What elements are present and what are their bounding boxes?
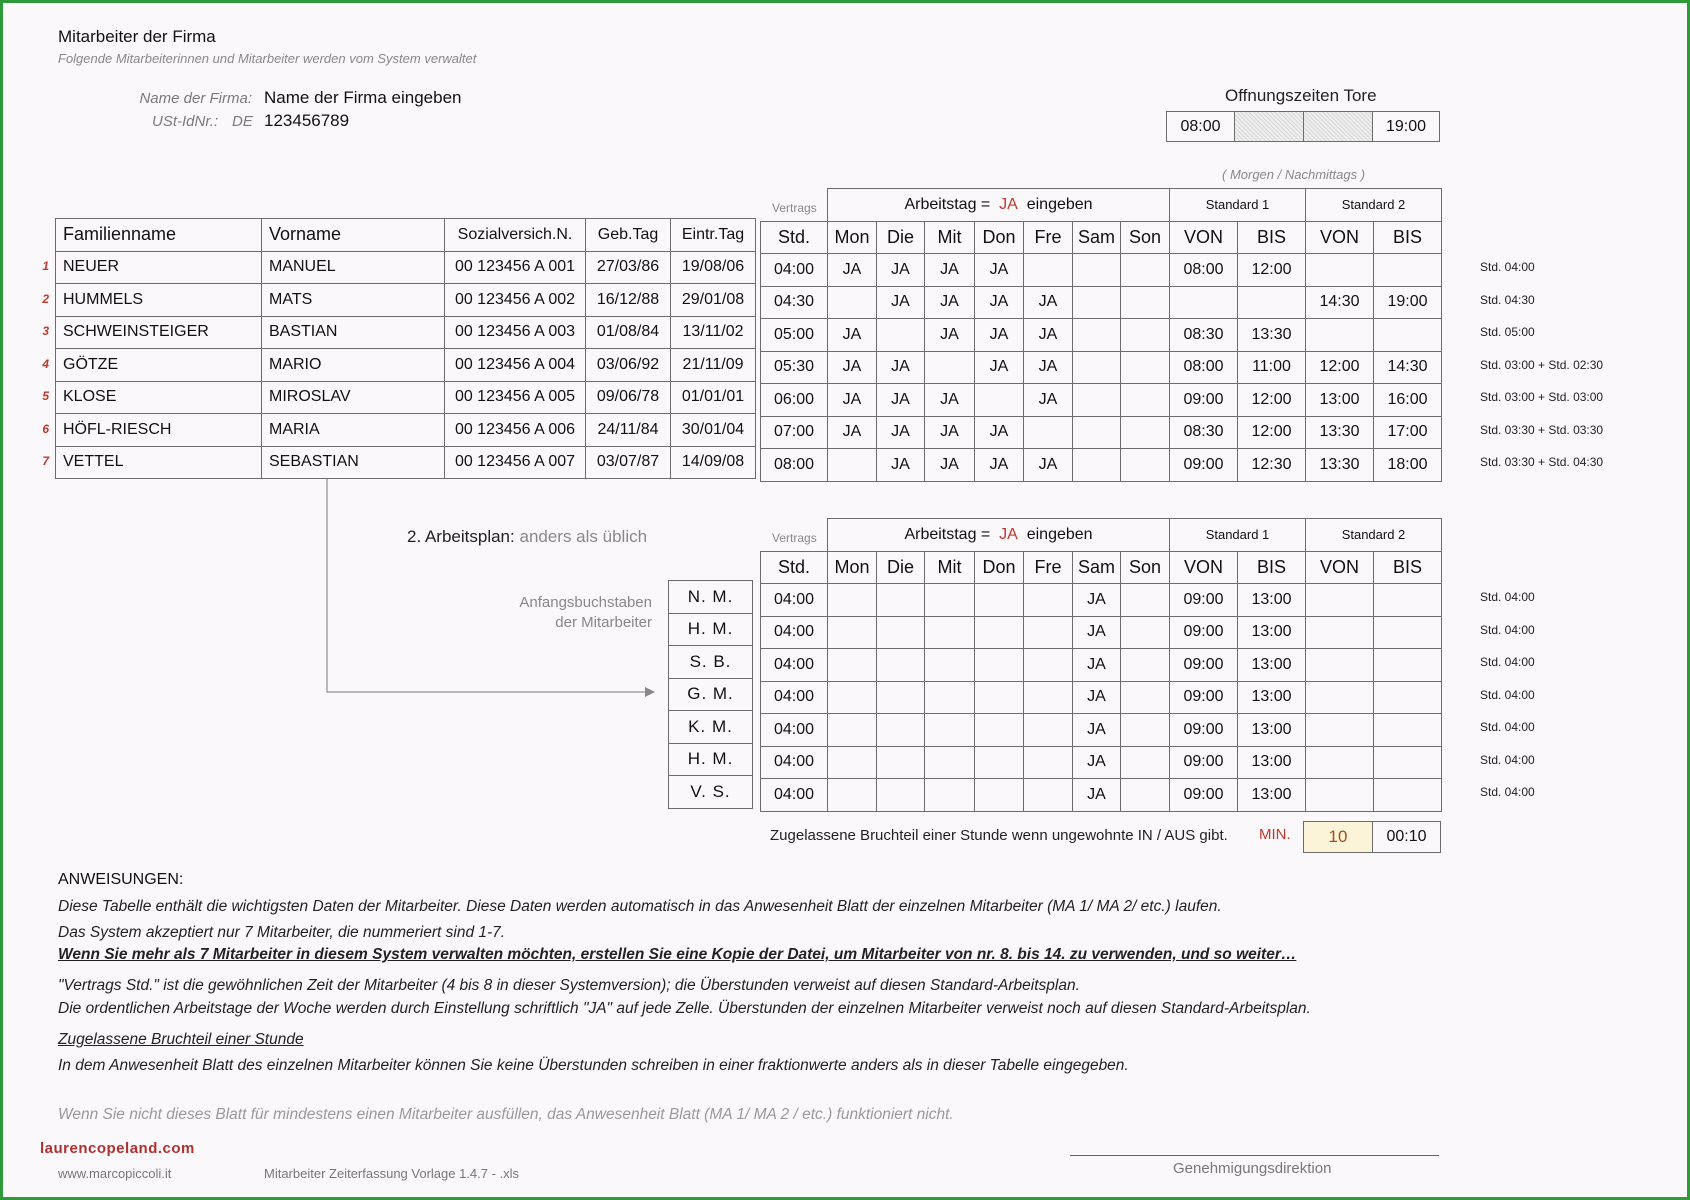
day-cell[interactable]: JA (828, 319, 877, 352)
vat-prefix: DE (232, 113, 253, 130)
row-calc: Std. 03:00 + Std. 03:00 (1480, 390, 1604, 404)
day-cell[interactable] (925, 616, 975, 649)
header-son: Son (1121, 221, 1170, 254)
time-cell[interactable]: 09:00 (1170, 779, 1238, 812)
fraction-box (1303, 821, 1441, 853)
min-label: MIN. (1259, 826, 1291, 843)
initials-table (668, 580, 753, 809)
initials-cell[interactable]: V. S. (669, 776, 753, 809)
std-cell[interactable]: 05:00 (761, 319, 828, 352)
day-cell[interactable]: JA (828, 254, 877, 287)
row-calc: Std. 04:00 (1480, 687, 1535, 702)
time-cell[interactable]: 09:00 (1170, 616, 1238, 649)
day-cell[interactable]: JA (975, 416, 1024, 449)
day-cell[interactable] (975, 779, 1024, 812)
day-cell[interactable]: JA (1073, 779, 1121, 812)
firstname-cell[interactable]: BASTIAN (262, 316, 445, 349)
geb-cell[interactable]: 03/06/92 (586, 349, 671, 382)
day-cell[interactable]: JA (877, 351, 925, 384)
header-bis1-2: BIS (1238, 551, 1306, 584)
day-cell[interactable]: JA (925, 254, 975, 287)
header-don-2: Don (975, 551, 1024, 584)
day-cell[interactable] (828, 681, 877, 714)
time-cell[interactable]: 13:00 (1238, 584, 1306, 617)
time-cell[interactable]: 12:00 (1306, 351, 1374, 384)
time-cell[interactable] (1374, 714, 1442, 747)
day-cell[interactable] (877, 681, 925, 714)
footer-version: Mitarbeiter Zeiterfassung Vorlage 1.4.7 - .xls (264, 1166, 520, 1181)
instruction-line-5: Die ordentlichen Arbeitstage der Woche werden durch Einstellung schriftlich "JA" auf jede Zelle. Überstunden der einzelnen Mitarbeiter verweist noch auf diesen Standard-Arbeitsplan. (58, 1000, 1311, 1017)
lastname-cell[interactable]: HUMMELS (56, 284, 262, 317)
vat-label: USt-IdNr.: (152, 113, 219, 130)
row-calc: Std. 05:00 (1480, 325, 1535, 339)
row-number: 3 (42, 324, 49, 338)
table-row (669, 613, 753, 646)
time-cell[interactable] (1374, 681, 1442, 714)
time-cell[interactable]: 09:00 (1170, 449, 1238, 482)
header-sam-2: Sam (1073, 551, 1121, 584)
day-cell[interactable]: JA (1073, 714, 1121, 747)
header-die-2: Die (877, 551, 925, 584)
day-cell[interactable] (975, 584, 1024, 617)
eintr-cell[interactable]: 01/01/01 (671, 381, 756, 414)
time-cell[interactable]: 13:30 (1238, 319, 1306, 352)
geb-cell[interactable]: 27/03/86 (586, 251, 671, 284)
geb-cell[interactable]: 03/07/87 (586, 446, 671, 479)
time-cell[interactable]: 14:30 (1306, 286, 1374, 319)
day-cell[interactable] (1121, 779, 1170, 812)
std-cell[interactable]: 04:00 (761, 584, 828, 617)
lastname-cell[interactable]: VETTEL (56, 446, 262, 479)
std-cell[interactable]: 04:00 (761, 746, 828, 779)
std-cell[interactable]: 04:00 (761, 681, 828, 714)
row-calc: Std. 04:00 (1480, 720, 1535, 734)
time-cell[interactable]: 08:00 (1170, 351, 1238, 384)
time-cell[interactable]: 17:00 (1374, 416, 1442, 449)
initials-cell[interactable]: K. M. (669, 711, 753, 744)
header-geb: Geb.Tag (586, 219, 671, 252)
day-cell[interactable] (1121, 616, 1170, 649)
day-cell[interactable]: JA (828, 384, 877, 417)
day-cell[interactable]: JA (1024, 384, 1073, 417)
instruction-line-3: Wenn Sie mehr als 7 Mitarbeiter in diesem System verwalten möchten, erstellen Sie eine Kopie der Datei, um Mitarbeiter von nr. 8. bis 14. zu verwenden, und so weiter… (58, 946, 1297, 963)
initials-cell[interactable]: H. M. (669, 743, 753, 776)
day-cell[interactable] (925, 649, 975, 682)
geb-cell[interactable]: 24/11/84 (586, 414, 671, 447)
row-number: 4 (42, 356, 49, 371)
gates-title: Offnungszeiten Tore (1225, 86, 1377, 105)
time-cell[interactable]: 13:00 (1238, 779, 1306, 812)
time-cell[interactable]: 13:30 (1306, 416, 1374, 449)
day-cell[interactable]: JA (1073, 616, 1121, 649)
min-time-value: 00:10 (1386, 828, 1427, 845)
time-cell[interactable] (1306, 616, 1374, 649)
time-cell[interactable]: 12:00 (1238, 254, 1306, 287)
table-row (669, 646, 753, 679)
header-bis2-2: BIS (1374, 551, 1442, 584)
day-cell[interactable] (877, 746, 925, 779)
day-cell[interactable]: JA (975, 449, 1024, 482)
row-calc: Std. 03:30 + Std. 04:30 (1480, 455, 1604, 469)
time-cell[interactable]: 09:00 (1170, 384, 1238, 417)
firstname-cell[interactable]: MATS (262, 284, 445, 317)
time-cell[interactable]: 09:00 (1170, 714, 1238, 747)
day-cell[interactable]: JA (1073, 584, 1121, 617)
day-cell[interactable] (1024, 649, 1073, 682)
row-calc: Std. 04:00 (1480, 260, 1535, 274)
sv-cell[interactable]: 00 123456 A 002 (445, 284, 586, 317)
standard1-header-2: Standard 1 (1170, 519, 1306, 552)
header-mit: Mit (925, 221, 975, 254)
header-mon: Mon (828, 221, 877, 254)
day-cell[interactable] (975, 714, 1024, 747)
instruction-line-7: In dem Anwesenheit Blatt des einzelnen Mitarbeiter können Sie keine Überstunden schreiben in einer fraktionwerte anders als in dieser Tabelle eingegeben. (58, 1057, 1129, 1074)
time-cell[interactable] (1306, 584, 1374, 617)
row-calc: Std. 04:00 (1480, 590, 1535, 604)
std-cell[interactable]: 04:00 (761, 714, 828, 747)
time-cell[interactable]: 09:00 (1170, 681, 1238, 714)
day-cell[interactable] (877, 616, 925, 649)
header-lastname: Familienname (56, 219, 262, 252)
geb-cell[interactable]: 09/06/78 (586, 381, 671, 414)
geb-cell[interactable]: 01/08/84 (586, 316, 671, 349)
time-cell[interactable] (1306, 681, 1374, 714)
header-don: Don (975, 221, 1024, 254)
row-calc: Std. 03:00 + Std. 02:30 (1480, 357, 1604, 372)
time-cell[interactable] (1374, 779, 1442, 812)
day-cell[interactable] (1024, 616, 1073, 649)
header-von2-2: VON (1306, 551, 1374, 584)
time-cell[interactable]: 19:00 (1374, 286, 1442, 319)
vertrags-label-2: Vertrags (772, 531, 817, 545)
time-cell[interactable]: 08:30 (1170, 319, 1238, 352)
row-calc: Std. 04:00 (1480, 622, 1535, 637)
time-cell[interactable]: 13:00 (1238, 714, 1306, 747)
day-cell[interactable] (1121, 584, 1170, 617)
day-cell[interactable] (975, 649, 1024, 682)
day-cell[interactable]: JA (925, 286, 975, 319)
header-von1: VON (1170, 221, 1238, 254)
plan2-schedule-table (760, 518, 1442, 812)
time-cell[interactable]: 12:00 (1238, 416, 1306, 449)
time-cell[interactable]: 09:00 (1170, 649, 1238, 682)
day-cell[interactable]: JA (1024, 351, 1073, 384)
time-cell[interactable]: 12:30 (1238, 449, 1306, 482)
arbeitstag-header: Arbeitstag = JA eingeben (828, 189, 1170, 222)
initials-cell[interactable]: N. M. (669, 581, 753, 614)
instruction-line-1: Diese Tabelle enthält die wichtigsten Daten der Mitarbeiter. Diese Daten werden automatisch in das Anwesenheit Blatt der einzelnen Mitarbeiter (MA 1/ MA 2/ etc.) laufen. (58, 898, 1222, 915)
instruction-line-8: Wenn Sie nicht dieses Blatt für mindestens einen Mitarbeiter ausfüllen, das Anwesenheit Blatt (MA 1/ MA 2 / etc.) funktioniert nicht. (58, 1106, 954, 1123)
instruction-line-2: Das System akzeptiert nur 7 Mitarbeiter, die nummeriert sind 1-7. (58, 924, 506, 941)
header-von1-2: VON (1170, 551, 1238, 584)
time-cell[interactable]: 08:00 (1170, 254, 1238, 287)
table-row (761, 681, 1442, 714)
table-row (761, 616, 1442, 649)
company-name-label: Name der Firma: (139, 90, 252, 107)
geb-cell[interactable]: 16/12/88 (586, 284, 671, 317)
fraction-label: Zugelassene Bruchteil einer Stunde wenn ungewohnte IN / AUS gibt. (770, 827, 1228, 844)
sv-cell[interactable]: 00 123456 A 007 (445, 446, 586, 479)
row-number: 6 (42, 421, 49, 436)
day-cell[interactable] (828, 714, 877, 747)
time-cell[interactable]: 13:00 (1238, 616, 1306, 649)
header-std-2: Std. (761, 551, 828, 584)
table-row (669, 678, 753, 711)
plan2-title: 2. Arbeitsplan: anders als üblich (407, 527, 648, 546)
time-cell[interactable]: 13:00 (1238, 746, 1306, 779)
header-von2: VON (1306, 221, 1374, 254)
approval-label: Genehmigungsdirektion (1173, 1160, 1332, 1177)
header-mon-2: Mon (828, 551, 877, 584)
table-row (669, 581, 753, 614)
sv-cell[interactable]: 00 123456 A 003 (445, 316, 586, 349)
table-row (761, 584, 1442, 617)
time-cell[interactable]: 11:00 (1238, 351, 1306, 384)
header-sv: Sozialversich.N. (445, 219, 586, 252)
day-cell[interactable] (828, 584, 877, 617)
table-row (761, 649, 1442, 682)
time-cell[interactable]: 12:00 (1238, 384, 1306, 417)
standard2-header: Standard 2 (1306, 189, 1442, 222)
day-cell[interactable] (925, 714, 975, 747)
day-cell[interactable] (925, 779, 975, 812)
time-cell[interactable]: 16:00 (1374, 384, 1442, 417)
day-cell[interactable] (1024, 779, 1073, 812)
std-cell[interactable]: 04:30 (761, 286, 828, 319)
time-cell[interactable]: 13:30 (1306, 449, 1374, 482)
initials-label-2: der Mitarbeiter (555, 614, 652, 631)
day-cell[interactable] (877, 714, 925, 747)
day-cell[interactable] (877, 584, 925, 617)
footer-website[interactable]: www.marcopiccoli.it (58, 1166, 172, 1181)
row-calc: Std. 04:00 (1480, 785, 1535, 799)
std-cell[interactable]: 04:00 (761, 254, 828, 287)
std-cell[interactable]: 08:00 (761, 449, 828, 482)
header-firstname: Vorname (262, 219, 445, 252)
day-cell[interactable]: JA (975, 351, 1024, 384)
day-cell[interactable]: JA (925, 384, 975, 417)
day-cell[interactable] (975, 746, 1024, 779)
table-row (669, 711, 753, 744)
time-cell[interactable]: 18:00 (1374, 449, 1442, 482)
day-cell[interactable] (828, 649, 877, 682)
time-cell[interactable] (1374, 616, 1442, 649)
day-cell[interactable]: JA (975, 286, 1024, 319)
lastname-cell[interactable]: SCHWEINSTEIGER (56, 316, 262, 349)
time-cell[interactable]: 13:00 (1238, 681, 1306, 714)
eintr-cell[interactable]: 13/11/02 (671, 316, 756, 349)
eintr-cell[interactable]: 29/01/08 (671, 284, 756, 317)
standard1-header: Standard 1 (1170, 189, 1306, 222)
time-cell[interactable] (1306, 746, 1374, 779)
watermark: laurencopeland.com (40, 1140, 195, 1157)
std-cell[interactable]: 04:00 (761, 649, 828, 682)
day-cell[interactable] (925, 681, 975, 714)
day-cell[interactable]: JA (975, 254, 1024, 287)
initials-cell[interactable]: S. B. (669, 646, 753, 679)
header-sam: Sam (1073, 221, 1121, 254)
day-cell[interactable]: JA (925, 416, 975, 449)
std-cell[interactable]: 05:30 (761, 351, 828, 384)
table-row (669, 776, 753, 809)
time-cell[interactable]: 13:00 (1306, 384, 1374, 417)
firstname-cell[interactable]: MANUEL (262, 251, 445, 284)
initials-cell[interactable]: G. M. (669, 678, 753, 711)
std-cell[interactable]: 04:00 (761, 779, 828, 812)
day-cell[interactable]: JA (877, 254, 925, 287)
page-title: Mitarbeiter der Firma (58, 27, 216, 46)
instructions-heading: ANWEISUNGEN: (58, 871, 184, 888)
day-cell[interactable]: JA (1024, 449, 1073, 482)
day-cell[interactable] (828, 616, 877, 649)
sv-cell[interactable]: 00 123456 A 001 (445, 251, 586, 284)
row-number: 1 (42, 259, 49, 273)
time-cell[interactable] (1306, 649, 1374, 682)
day-cell[interactable] (1121, 681, 1170, 714)
vertrags-label: Vertrags (772, 201, 817, 215)
eintr-cell[interactable]: 19/08/06 (671, 251, 756, 284)
std-cell[interactable]: 06:00 (761, 384, 828, 417)
instruction-line-6: Zugelassene Bruchteil einer Stunde (58, 1031, 304, 1048)
gate-open-input[interactable]: 08:00 (1167, 112, 1235, 141)
day-cell[interactable]: JA (1073, 746, 1121, 779)
time-cell[interactable]: 13:00 (1238, 649, 1306, 682)
day-cell[interactable] (1121, 746, 1170, 779)
time-cell[interactable] (1374, 584, 1442, 617)
lastname-cell[interactable]: GÖTZE (56, 349, 262, 382)
day-cell[interactable]: JA (1024, 286, 1073, 319)
time-cell[interactable]: 09:00 (1170, 584, 1238, 617)
day-cell[interactable] (1121, 649, 1170, 682)
table-row (761, 779, 1442, 812)
eintr-cell[interactable]: 14/09/08 (671, 446, 756, 479)
std-cell[interactable]: 04:00 (761, 616, 828, 649)
time-cell[interactable]: 14:30 (1374, 351, 1442, 384)
day-cell[interactable] (1024, 584, 1073, 617)
time-cell[interactable] (1306, 714, 1374, 747)
row-calc: Std. 04:00 (1480, 752, 1535, 767)
gates-note: ( Morgen / Nachmittags ) (1222, 167, 1366, 182)
day-cell[interactable] (828, 779, 877, 812)
company-name-input[interactable]: Name der Firma eingeben (264, 88, 462, 107)
row-number: 7 (42, 454, 49, 468)
initials-label-1: Anfangsbuchstaben (519, 594, 652, 611)
day-cell[interactable]: JA (1073, 649, 1121, 682)
day-cell[interactable] (877, 779, 925, 812)
time-cell[interactable] (1306, 779, 1374, 812)
day-cell[interactable] (925, 584, 975, 617)
day-cell[interactable]: JA (925, 449, 975, 482)
initials-cell[interactable]: H. M. (669, 613, 753, 646)
header-fre-2: Fre (1024, 551, 1073, 584)
day-cell[interactable]: JA (877, 416, 925, 449)
page-subtitle: Folgende Mitarbeiterinnen und Mitarbeiter werden vom System verwaltet (58, 51, 477, 66)
day-cell[interactable] (1024, 714, 1073, 747)
time-cell[interactable]: 09:00 (1170, 746, 1238, 779)
header-fre: Fre (1024, 221, 1073, 254)
day-cell[interactable] (828, 746, 877, 779)
day-cell[interactable] (975, 616, 1024, 649)
day-cell[interactable] (1121, 714, 1170, 747)
firstname-cell[interactable]: MARIO (262, 349, 445, 382)
eintr-cell[interactable]: 30/01/04 (671, 414, 756, 447)
signature-line (1070, 1155, 1439, 1156)
table-row (761, 746, 1442, 779)
day-cell[interactable] (1024, 746, 1073, 779)
lastname-cell[interactable]: HÖFL-RIESCH (56, 414, 262, 447)
day-cell[interactable] (975, 681, 1024, 714)
header-die: Die (877, 221, 925, 254)
header-std: Std. (761, 221, 828, 254)
day-cell[interactable] (1024, 681, 1073, 714)
firstname-cell[interactable]: SEBASTIAN (262, 446, 445, 479)
firstname-cell[interactable]: MIROSLAV (262, 381, 445, 414)
row-calc: Std. 04:30 (1480, 292, 1535, 307)
std-cell[interactable]: 07:00 (761, 416, 828, 449)
row-number: 5 (42, 389, 49, 403)
row-calc: Std. 04:00 (1480, 655, 1535, 669)
sv-cell[interactable]: 00 123456 A 004 (445, 349, 586, 382)
day-cell[interactable]: JA (1024, 319, 1073, 352)
day-cell[interactable] (925, 746, 975, 779)
min-value-input[interactable]: 10 (1304, 822, 1373, 852)
day-cell[interactable]: JA (877, 286, 925, 319)
day-cell[interactable]: JA (1073, 681, 1121, 714)
row-number: 2 (42, 291, 49, 306)
time-cell[interactable] (1374, 649, 1442, 682)
gate-close-input[interactable]: 19:00 (1385, 117, 1427, 135)
header-son-2: Son (1121, 551, 1170, 584)
header-eintr: Eintr.Tag (671, 219, 756, 252)
lastname-cell[interactable]: NEUER (56, 251, 262, 284)
day-cell[interactable]: JA (925, 319, 975, 352)
lastname-cell[interactable]: KLOSE (56, 381, 262, 414)
arbeitstag-header-2: Arbeitstag = JA eingeben (828, 519, 1170, 552)
header-bis1: BIS (1238, 221, 1306, 254)
day-cell[interactable]: JA (877, 384, 925, 417)
vat-input[interactable]: 123456789 (264, 111, 350, 130)
eintr-cell[interactable]: 21/11/09 (671, 349, 756, 382)
day-cell[interactable]: JA (975, 319, 1024, 352)
day-cell[interactable]: JA (877, 449, 925, 482)
day-cell[interactable] (877, 649, 925, 682)
standard2-header-2: Standard 2 (1306, 519, 1442, 552)
sv-cell[interactable]: 00 123456 A 005 (445, 381, 586, 414)
header-mit-2: Mit (925, 551, 975, 584)
time-cell[interactable]: 08:30 (1170, 416, 1238, 449)
day-cell[interactable]: JA (828, 351, 877, 384)
instruction-line-4: "Vertrags Std." ist die gewöhnlichen Zeit der Mitarbeiter (4 bis 8 in dieser Systemversion); die Überstunden verweist auf diesen Standard-Arbeitsplan. (58, 977, 1080, 994)
time-cell[interactable] (1374, 746, 1442, 779)
firstname-cell[interactable]: MARIA (262, 414, 445, 447)
header-bis2: BIS (1374, 221, 1442, 254)
sv-cell[interactable]: 00 123456 A 006 (445, 414, 586, 447)
row-calc: Std. 03:30 + Std. 03:30 (1480, 422, 1604, 437)
table-row (761, 714, 1442, 747)
table-row (669, 743, 753, 776)
day-cell[interactable]: JA (828, 416, 877, 449)
